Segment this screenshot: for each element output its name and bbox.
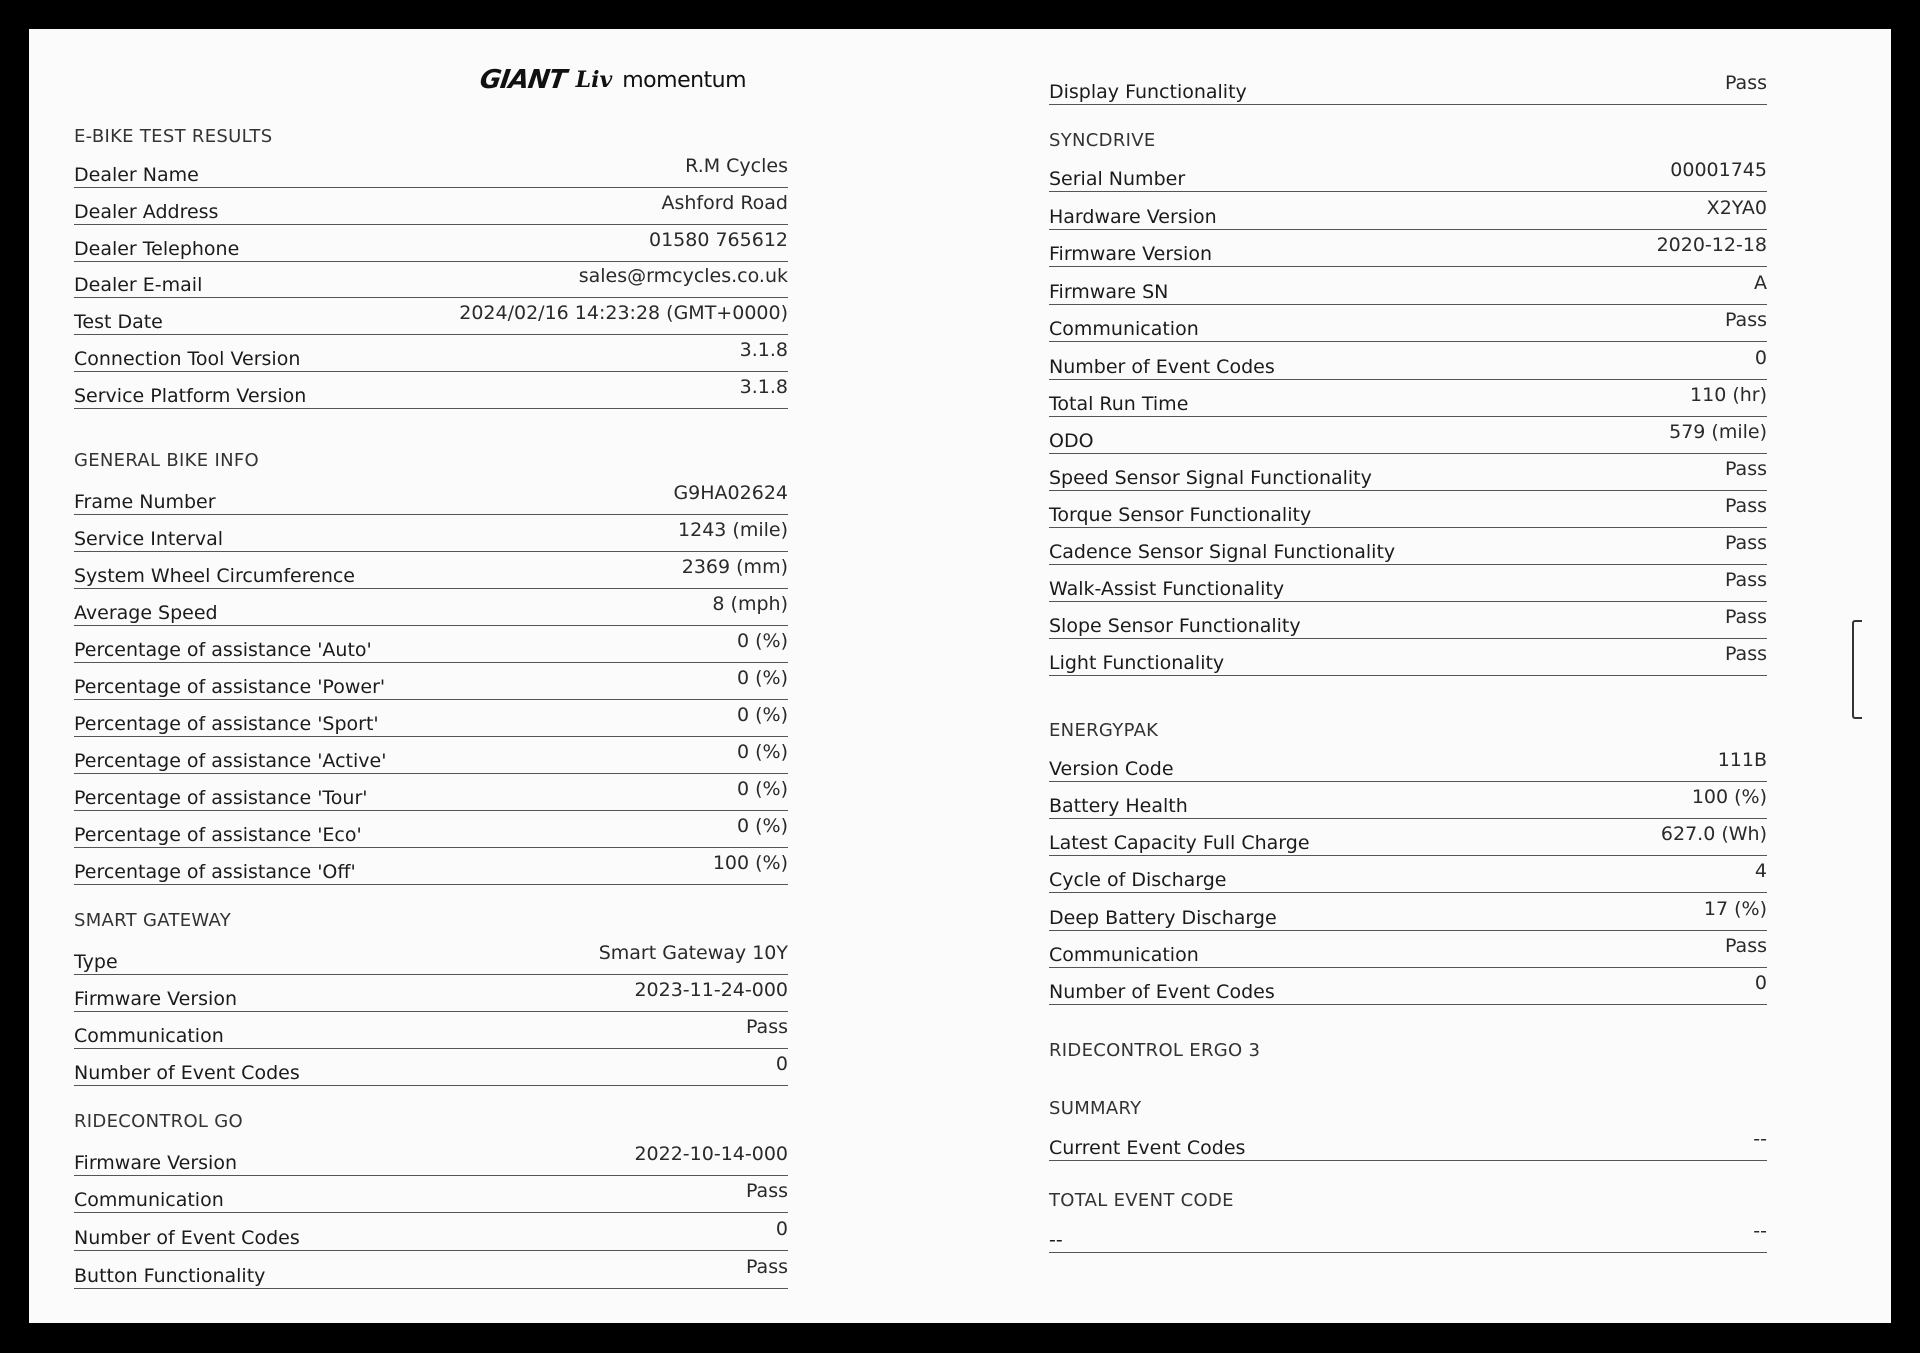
field-label: Deep Battery Discharge — [1049, 907, 1277, 929]
field-value: 4 — [1754, 860, 1767, 882]
field-row-dealer-telephone — [74, 227, 788, 262]
field-row-service-platform-version — [74, 374, 788, 409]
field-value: 2020-12-18 — [1656, 234, 1767, 256]
field-value: 627.0 (Wh) — [1660, 823, 1767, 845]
field-label: System Wheel Circumference — [74, 565, 355, 587]
field-value: 0 — [1754, 347, 1767, 369]
field-label: Number of Event Codes — [74, 1062, 300, 1084]
field-row-communication — [74, 1014, 788, 1049]
field-row-battery-health — [1049, 784, 1767, 819]
field-value: G9HA02624 — [673, 482, 788, 504]
field-row-slope-sensor-functionality — [1049, 604, 1767, 639]
field-row-light-functionality — [1049, 641, 1767, 676]
field-row-connection-tool-version — [74, 337, 788, 372]
field-value: Pass — [1724, 309, 1767, 331]
staple-mark — [1852, 620, 1862, 719]
field-row-number-of-event-codes — [1049, 345, 1767, 380]
field-label: Connection Tool Version — [74, 348, 301, 370]
field-value: -- — [1753, 1128, 1767, 1150]
field-value: 579 (mile) — [1669, 421, 1767, 443]
field-row-display-functionality — [1049, 70, 1767, 105]
field-value: 3.1.8 — [739, 376, 788, 398]
field-row-percentage-of-assistance-off — [74, 850, 788, 885]
field-row-service-interval — [74, 517, 788, 552]
field-label: Firmware Version — [74, 1152, 237, 1174]
field-value: Pass — [1724, 72, 1767, 94]
field-label: Test Date — [74, 311, 163, 333]
field-value: 8 (mph) — [712, 593, 788, 615]
field-value: Pass — [1724, 606, 1767, 628]
field-label: Walk-Assist Functionality — [1049, 578, 1285, 600]
section-heading-general-bike-info: GENERAL BIKE INFO — [74, 450, 259, 471]
field-label: Type — [74, 951, 118, 973]
field-label: Service Interval — [74, 528, 224, 550]
field-value: X2YA0 — [1706, 197, 1767, 219]
field-label: ODO — [1049, 430, 1094, 452]
field-label: Percentage of assistance 'Auto' — [74, 639, 372, 661]
field-label: Total Run Time — [1049, 393, 1189, 415]
field-row-walk-assist-functionality — [1049, 567, 1767, 602]
field-row-communication — [1049, 933, 1767, 968]
field-value: Smart Gateway 10Y — [598, 942, 788, 964]
field-row-communication — [74, 1178, 788, 1213]
field-label: Cadence Sensor Signal Functionality — [1049, 541, 1396, 563]
field-label: Version Code — [1049, 758, 1174, 780]
section-heading-summary: SUMMARY — [1049, 1098, 1142, 1119]
field-row-total-run-time — [1049, 382, 1767, 417]
section-heading-energypak: ENERGYPAK — [1049, 720, 1159, 741]
field-value: 110 (hr) — [1690, 384, 1767, 406]
field-row-percentage-of-assistance-sport — [74, 702, 788, 737]
field-row-firmware-version — [1049, 232, 1767, 267]
field-label: Torque Sensor Functionality — [1049, 504, 1312, 526]
field-label: Number of Event Codes — [1049, 981, 1275, 1003]
field-label: Communication — [1049, 944, 1199, 966]
field-value: 17 (%) — [1703, 898, 1767, 920]
field-label: Percentage of assistance 'Sport' — [74, 713, 379, 735]
field-row-speed-sensor-signal-functionality — [1049, 456, 1767, 491]
field-value: 0 (%) — [736, 630, 788, 652]
field-value: 2024/02/16 14:23:28 (GMT+0000) — [459, 302, 788, 324]
field-value: 2369 (mm) — [681, 556, 788, 578]
field-label: Firmware Version — [74, 988, 237, 1010]
field-value: Pass — [745, 1256, 788, 1278]
field-row-percentage-of-assistance-active — [74, 739, 788, 774]
field-row-current-event-codes — [1049, 1126, 1767, 1161]
field-label: Button Functionality — [74, 1265, 266, 1287]
field-value: 100 (%) — [1691, 786, 1767, 808]
field-row-percentage-of-assistance-eco — [74, 813, 788, 848]
section-heading-smart-gateway: SMART GATEWAY — [74, 910, 232, 931]
field-label: Percentage of assistance 'Active' — [74, 750, 387, 772]
field-value: 111B — [1717, 749, 1767, 771]
section-heading-total-event-code: TOTAL EVENT CODE — [1049, 1190, 1234, 1211]
field-value: 0 (%) — [736, 778, 788, 800]
field-row-serial-number — [1049, 157, 1767, 192]
field-row-dealer-e-mail — [74, 263, 788, 298]
field-row-dealer-name — [74, 153, 788, 188]
field-value: 0 (%) — [736, 704, 788, 726]
field-label: Latest Capacity Full Charge — [1049, 832, 1310, 854]
field-label: Dealer Name — [74, 164, 199, 186]
section-heading-ridecontrol-ergo-3: RIDECONTROL ERGO 3 — [1049, 1040, 1261, 1061]
field-value: A — [1754, 272, 1767, 294]
field-label: Dealer Address — [74, 201, 219, 223]
field-value: R.M Cycles — [685, 155, 788, 177]
field-value: Ashford Road — [661, 192, 788, 214]
field-label: Service Platform Version — [74, 385, 307, 407]
field-value: 0 — [775, 1053, 788, 1075]
field-value: 0 (%) — [736, 667, 788, 689]
field-value: 2022-10-14-000 — [634, 1143, 788, 1165]
field-value: 00001745 — [1670, 159, 1767, 181]
field-value: Pass — [1724, 495, 1767, 517]
field-label: -- — [1049, 1229, 1063, 1251]
momentum-wordmark: momentum — [622, 67, 747, 93]
giant-wordmark: GIANT — [477, 65, 568, 95]
field-value: Pass — [745, 1180, 788, 1202]
field-label: Speed Sensor Signal Functionality — [1049, 467, 1372, 489]
field-label: Firmware Version — [1049, 243, 1212, 265]
field-value: 3.1.8 — [739, 339, 788, 361]
field-row-type — [74, 940, 788, 975]
field-row-latest-capacity-full-charge — [1049, 821, 1767, 856]
field-label: Percentage of assistance 'Tour' — [74, 787, 368, 809]
field-row-number-of-event-codes — [1049, 970, 1767, 1005]
field-value: 0 (%) — [736, 741, 788, 763]
field-label: Cycle of Discharge — [1049, 869, 1227, 891]
field-row-firmware-version — [74, 977, 788, 1012]
field-label: Battery Health — [1049, 795, 1188, 817]
field-row-number-of-event-codes — [74, 1216, 788, 1251]
field-row-torque-sensor-functionality — [1049, 493, 1767, 528]
field-label: Display Functionality — [1049, 81, 1247, 103]
field-value: Pass — [745, 1016, 788, 1038]
field-value: Pass — [1724, 569, 1767, 591]
field-row-item — [1049, 1218, 1767, 1253]
field-row-dealer-address — [74, 190, 788, 225]
field-label: Percentage of assistance 'Power' — [74, 676, 386, 698]
field-label: Dealer E-mail — [74, 274, 203, 296]
field-label: Firmware SN — [1049, 281, 1169, 303]
field-value: 1243 (mile) — [678, 519, 788, 541]
field-row-button-functionality — [74, 1254, 788, 1289]
field-row-firmware-version — [74, 1141, 788, 1176]
field-value: Pass — [1724, 458, 1767, 480]
field-value: 0 (%) — [736, 815, 788, 837]
field-row-frame-number — [74, 480, 788, 515]
liv-wordmark: Liv — [575, 67, 613, 93]
field-row-communication — [1049, 307, 1767, 342]
field-label: Number of Event Codes — [74, 1227, 300, 1249]
field-value: Pass — [1724, 643, 1767, 665]
field-label: Light Functionality — [1049, 652, 1225, 674]
section-heading-syncdrive: SYNCDRIVE — [1049, 130, 1156, 151]
field-label: Serial Number — [1049, 168, 1186, 190]
field-row-percentage-of-assistance-tour — [74, 776, 788, 811]
field-label: Current Event Codes — [1049, 1137, 1246, 1159]
field-value: 0 — [1754, 972, 1767, 994]
field-value: Pass — [1724, 532, 1767, 554]
field-label: Percentage of assistance 'Off' — [74, 861, 356, 883]
field-label: Average Speed — [74, 602, 218, 624]
field-row-system-wheel-circumference — [74, 554, 788, 589]
field-value: sales@rmcycles.co.uk — [578, 265, 788, 287]
field-row-test-date — [74, 300, 788, 335]
section-heading-ridecontrol-go: RIDECONTROL GO — [74, 1111, 243, 1132]
field-value: Pass — [1724, 935, 1767, 957]
field-row-percentage-of-assistance-auto — [74, 628, 788, 663]
field-value: 01580 765612 — [648, 229, 788, 251]
field-row-version-code — [1049, 747, 1767, 782]
field-row-percentage-of-assistance-power — [74, 665, 788, 700]
field-label: Frame Number — [74, 491, 216, 513]
field-value: 2023-11-24-000 — [634, 979, 788, 1001]
field-label: Number of Event Codes — [1049, 356, 1275, 378]
field-label: Slope Sensor Functionality — [1049, 615, 1301, 637]
field-label: Communication — [74, 1189, 224, 1211]
brand-logo — [477, 60, 780, 100]
field-value: -- — [1753, 1220, 1767, 1242]
field-label: Communication — [74, 1025, 224, 1047]
field-row-average-speed — [74, 591, 788, 626]
field-row-odo — [1049, 419, 1767, 454]
field-label: Hardware Version — [1049, 206, 1217, 228]
field-row-deep-battery-discharge — [1049, 896, 1767, 931]
field-row-cycle-of-discharge — [1049, 858, 1767, 893]
field-row-cadence-sensor-signal-functionality — [1049, 530, 1767, 565]
field-row-number-of-event-codes — [74, 1051, 788, 1086]
field-row-hardware-version — [1049, 195, 1767, 230]
field-label: Dealer Telephone — [74, 238, 240, 260]
field-label: Communication — [1049, 318, 1199, 340]
section-heading-e-bike-test-results: E-BIKE TEST RESULTS — [74, 126, 273, 147]
field-value: 0 — [775, 1218, 788, 1240]
field-value: 100 (%) — [712, 852, 788, 874]
field-label: Percentage of assistance 'Eco' — [74, 824, 362, 846]
field-row-firmware-sn — [1049, 270, 1767, 305]
